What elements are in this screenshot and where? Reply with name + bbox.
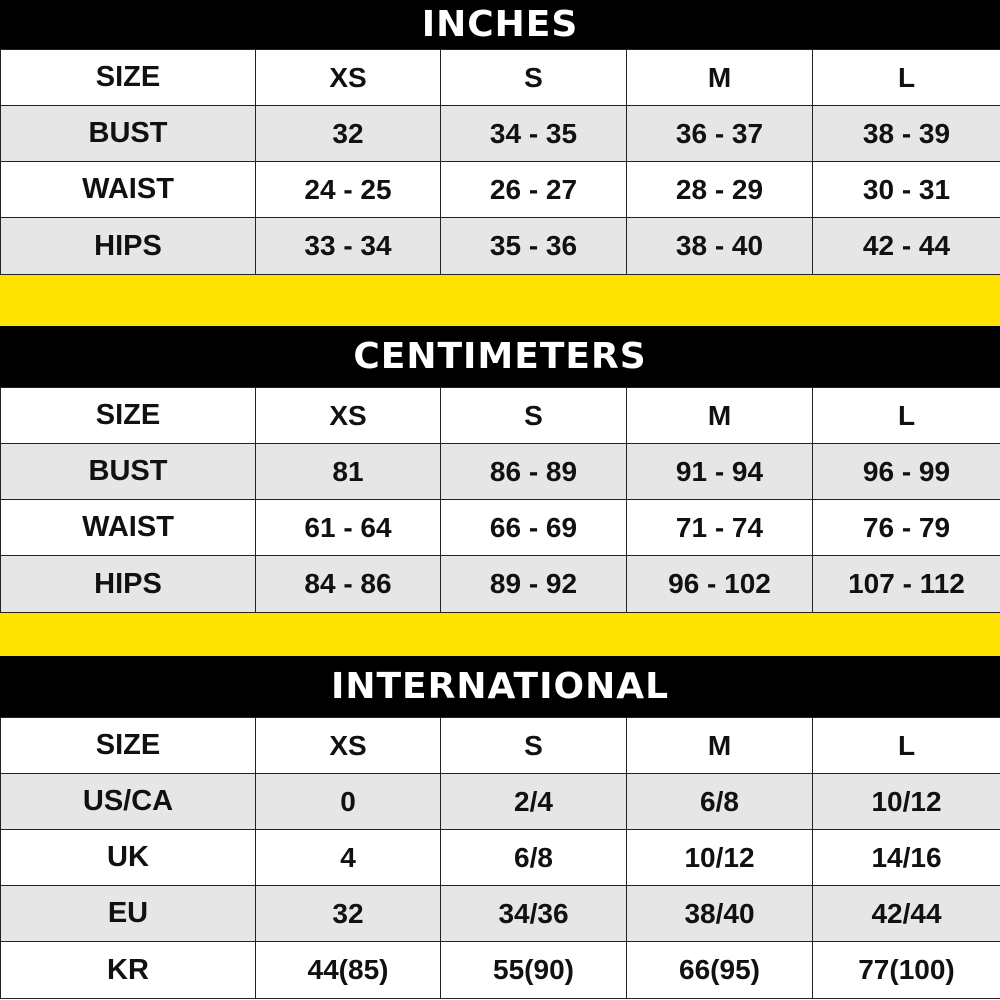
table-row [1,162,1000,218]
table-cell: 91 - 94 [627,444,813,500]
table-cell: S [441,50,627,106]
table-cell: S [441,718,627,774]
table-cell: S [441,388,627,444]
table-row [1,388,1000,444]
table-cell: 81 [256,444,441,500]
table-cell: 55(90) [441,942,627,999]
row-label: BUST [1,106,256,162]
row-label: SIZE [1,50,256,106]
table-cell: 38 - 40 [627,218,813,275]
row-label: WAIST [1,500,256,556]
table-cell: 96 - 102 [627,556,813,613]
table-cell: 32 [256,886,441,942]
table-row [1,942,1000,999]
table-cell: 38 - 39 [813,106,1000,162]
table-cell: 10/12 [813,774,1000,830]
table-cell: 6/8 [441,830,627,886]
table-cell: 0 [256,774,441,830]
row-label: HIPS [1,556,256,613]
table-cell: 32 [256,106,441,162]
divider-stripe [0,275,1000,326]
table-cell: 61 - 64 [256,500,441,556]
row-label: UK [1,830,256,886]
table-cell: XS [256,388,441,444]
table-cell: 66 - 69 [441,500,627,556]
row-label: SIZE [1,388,256,444]
table-cell: 96 - 99 [813,444,1000,500]
row-label: SIZE [1,718,256,774]
table-cell: L [813,718,1000,774]
table-row [1,556,1000,613]
table-cell: 84 - 86 [256,556,441,613]
table-cell: 66(95) [627,942,813,999]
international-table [0,717,1000,999]
divider-stripe [0,613,1000,656]
table-cell: 35 - 36 [441,218,627,275]
row-label: US/CA [1,774,256,830]
table-cell: 44(85) [256,942,441,999]
table-cell: 26 - 27 [441,162,627,218]
row-label: BUST [1,444,256,500]
table-cell: 6/8 [627,774,813,830]
table-cell: M [627,50,813,106]
table-cell: 34 - 35 [441,106,627,162]
table-cell: 42 - 44 [813,218,1000,275]
row-label: KR [1,942,256,999]
section-title-inches: INCHES [0,0,1000,49]
table-cell: 36 - 37 [627,106,813,162]
table-row [1,718,1000,774]
table-row [1,774,1000,830]
centimeters-table [0,387,1000,613]
inches-table [0,49,1000,275]
table-cell: 42/44 [813,886,1000,942]
table-cell: 2/4 [441,774,627,830]
table-row [1,830,1000,886]
table-cell: M [627,388,813,444]
table-cell: 38/40 [627,886,813,942]
table-cell: 4 [256,830,441,886]
table-row [1,444,1000,500]
table-cell: 10/12 [627,830,813,886]
table-row [1,106,1000,162]
table-cell: 34/36 [441,886,627,942]
table-cell: 28 - 29 [627,162,813,218]
table-row [1,500,1000,556]
table-cell: 76 - 79 [813,500,1000,556]
table-cell: 86 - 89 [441,444,627,500]
row-label: EU [1,886,256,942]
table-row [1,50,1000,106]
table-cell: 71 - 74 [627,500,813,556]
table-cell: XS [256,50,441,106]
table-cell: 33 - 34 [256,218,441,275]
table-cell: L [813,388,1000,444]
table-cell: 24 - 25 [256,162,441,218]
table-row [1,218,1000,275]
row-label: HIPS [1,218,256,275]
table-cell: 107 - 112 [813,556,1000,613]
table-cell: 30 - 31 [813,162,1000,218]
table-cell: 14/16 [813,830,1000,886]
table-cell: 89 - 92 [441,556,627,613]
table-cell: M [627,718,813,774]
table-cell: XS [256,718,441,774]
section-title-international: INTERNATIONAL [0,656,1000,717]
table-cell: L [813,50,1000,106]
row-label: WAIST [1,162,256,218]
section-title-centimeters: CENTIMETERS [0,326,1000,387]
table-row [1,886,1000,942]
table-cell: 77(100) [813,942,1000,999]
